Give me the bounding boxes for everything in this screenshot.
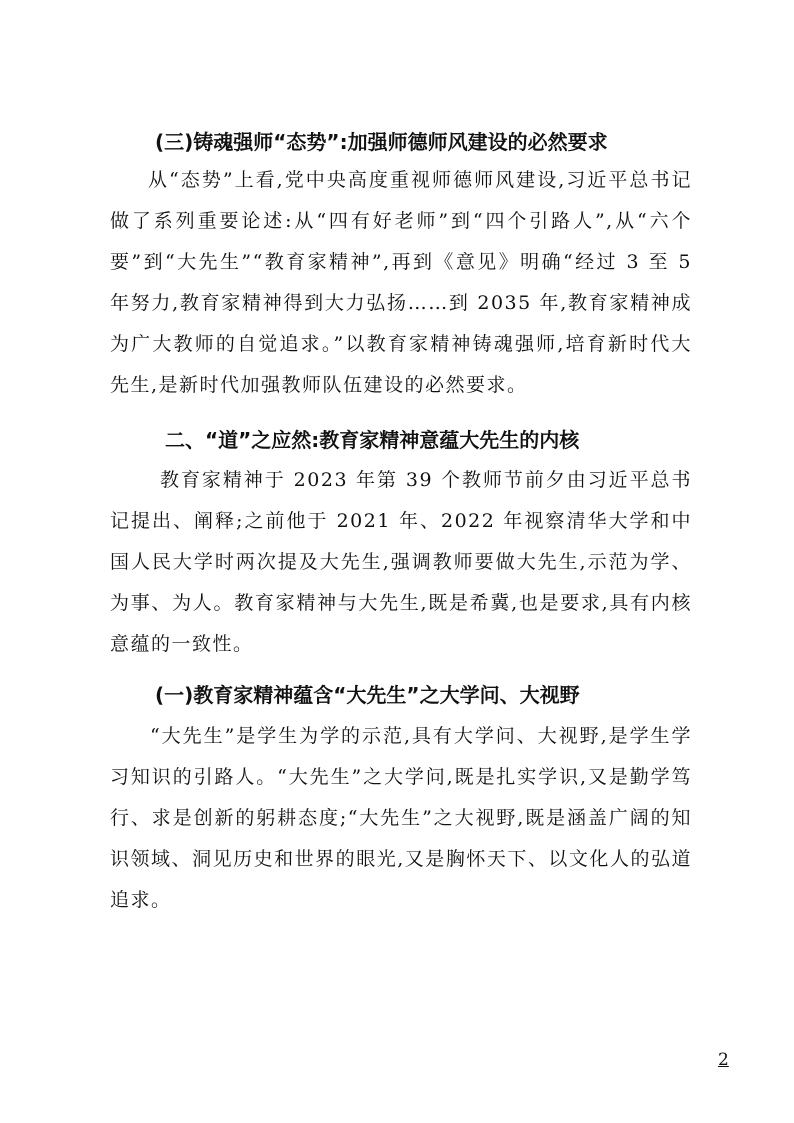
section-heading-3: (一)教育家精神蕴含“大先生”之大学问、大视野 xyxy=(155,683,580,707)
section-heading-1: (三)铸魂强师“态势”:加强师德师风建设的必然要求 xyxy=(155,130,608,154)
paragraph-3: “大先生”是学生为学的示范,具有大学问、大视野,是学生学习知识的引路人。“大先生”之大学问,既是扎实学识,又是勤学笃行、求是创新的躬耕态度;“大先生”之大视野,既是涵盖广阔的知识领域、洞见历史和世界的眼光,又是胸怀天下、以文化人的弘道追求。 xyxy=(110,725,692,911)
paragraph-1: 从“态势”上看,党中央高度重视师德师风建设,习近平总书记做了系列重要论述:从“四有好老师”到“四个引路人”,从“六个要”到“大先生”“教育家精神”,再到《意见》明确“经过 3 至 5 年努力,教育家精神得到大力弘扬……到 2035 年,教育家精神成为广大教师的自觉追求。”以教育家精神铸魂强师,培育新时代大先生,是新时代加强教师队伍建设的必然要求。 xyxy=(110,169,692,396)
page-number: 2 xyxy=(718,1050,729,1070)
section-heading-2: 二、“道”之应然:教育家精神意蕴大先生的内核 xyxy=(165,428,580,452)
paragraph-2: 教育家精神于 2023 年第 39 个教师节前夕由习近平总书记提出、阐释;之前他于 2021 年、2022 年视察清华大学和中国人民大学时两次提及大先生,强调教师要做大先生,示范为学、为事、为人。教育家精神与大先生,既是希冀,也是要求,具有内核意蕴的一致性。 xyxy=(110,469,692,655)
